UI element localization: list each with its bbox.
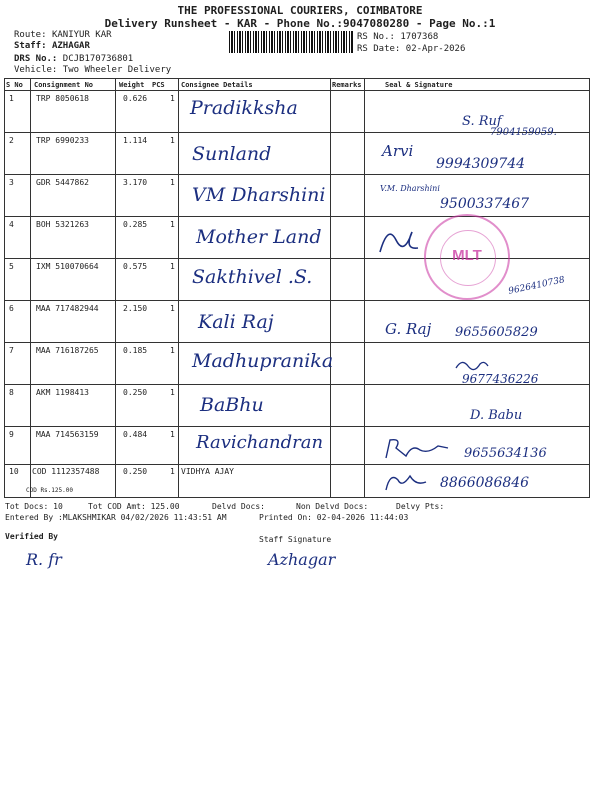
row-sno: 9 — [9, 430, 14, 439]
row-seal-signature: Arvi — [382, 142, 414, 160]
signature-scribble — [454, 356, 490, 372]
row-consignment: GDR 5447862 — [36, 178, 89, 187]
col-header-seal: Seal & Signature — [385, 81, 453, 89]
row-consignment: MAA 716187265 — [36, 346, 99, 355]
row-seal-signature: D. Babu — [470, 408, 523, 423]
rs-date-value: 02-Apr-2026 — [405, 44, 466, 54]
signature-scribble — [374, 222, 424, 258]
row-divider — [4, 426, 590, 427]
row-consignee-handwritten: Sakthivel .S. — [192, 266, 313, 288]
row-consignee-handwritten: Pradikksha — [190, 97, 298, 119]
row-seal-signature: G. Raj — [385, 320, 432, 338]
row-pcs: 1 — [170, 178, 175, 187]
row-sno: 4 — [9, 220, 14, 229]
table-header-border — [4, 90, 590, 91]
table-top-border — [4, 78, 590, 79]
drs-label: DRS No.: — [14, 54, 58, 64]
row-weight: 0.250 — [123, 388, 148, 397]
delivered-docs: Delvd Docs: — [212, 502, 265, 511]
row-weight: 0.626 — [123, 94, 148, 103]
row-divider — [4, 342, 590, 343]
row-pcs: 1 — [170, 467, 175, 476]
row-consignment: COD 1112357488 — [32, 467, 100, 476]
route-value: KANIYUR KAR — [51, 30, 112, 40]
col-header-consignee: Consignee Details — [181, 81, 253, 89]
col-header-remarks: Remarks — [332, 81, 362, 89]
vehicle-label: Vehicle: — [14, 65, 58, 75]
row-pcs: 1 — [170, 388, 175, 397]
row-phone: 9500337467 — [440, 196, 530, 212]
row-phone: 9677436226 — [462, 372, 539, 386]
verified-by-signature: R. fr — [26, 550, 62, 569]
row-consignee-handwritten: Kali Raj — [198, 311, 274, 333]
row-divider — [4, 216, 590, 217]
row-consignee-handwritten: Madhupranika — [192, 350, 334, 372]
row-weight: 0.250 — [123, 467, 148, 476]
row-sno: 1 — [9, 94, 14, 103]
seal-stamp — [424, 214, 510, 300]
total-cod-amount: Tot COD Amt: 125.00 — [88, 502, 180, 511]
row-pcs: 1 — [170, 430, 175, 439]
cod-note: COD Rs.125.00 — [26, 487, 73, 494]
signature-scribble — [382, 470, 432, 494]
row-consignee-handwritten: VM Dharshini — [192, 184, 326, 206]
row-seal-signature: V.M. Dharshini — [380, 184, 440, 193]
row-consignment: AKM 1198413 — [36, 388, 89, 397]
col-divider — [30, 78, 31, 497]
row-consignee-handwritten: BaBhu — [200, 394, 264, 416]
col-divider — [589, 78, 590, 497]
row-phone: 9655634136 — [464, 446, 547, 461]
row-phone: 9994309744 — [436, 156, 526, 172]
route-label: Route: — [14, 30, 47, 40]
printed-on: Printed On: 02-04-2026 11:44:03 — [259, 513, 409, 522]
row-sno: 3 — [9, 178, 14, 187]
staff-signature: Azhagar — [268, 550, 336, 569]
signature-scribble — [382, 436, 452, 462]
staff-signature-label: Staff Signature — [259, 535, 332, 544]
col-divider — [4, 78, 5, 497]
row-weight: 0.484 — [123, 430, 148, 439]
row-phone: 8866086846 — [440, 475, 530, 491]
col-divider — [178, 78, 179, 497]
row-phone: 7904159059. — [490, 127, 557, 138]
col-header-pcs: PCS — [152, 81, 165, 89]
row-pcs: 1 — [170, 94, 175, 103]
row-consignment: MAA 714563159 — [36, 430, 99, 439]
row-pcs: 1 — [170, 262, 175, 271]
staff-label: Staff: — [14, 41, 47, 51]
row-weight: 2.150 — [123, 304, 148, 313]
runsheet-title: Delivery Runsheet - KAR - Phone No.:9047080280 - Page No.:1 — [104, 17, 496, 30]
row-consignment: MAA 717482944 — [36, 304, 99, 313]
row-sno: 2 — [9, 136, 14, 145]
row-sno: 6 — [9, 304, 14, 313]
rs-no-value: 1707368 — [400, 32, 439, 42]
col-divider — [115, 78, 116, 497]
verified-by-label: Verified By — [5, 532, 58, 541]
row-consignment: IXM 510070664 — [36, 262, 99, 271]
row-consignee-handwritten: Sunland — [192, 143, 272, 165]
rs-date-label: RS Date: — [357, 44, 401, 54]
row-consignee-handwritten: Ravichandran — [196, 432, 324, 453]
row-pcs: 1 — [170, 220, 175, 229]
col-header-consignment: Consignment No — [34, 81, 94, 89]
row-weight: 3.170 — [123, 178, 148, 187]
col-header-sno: S No — [6, 81, 23, 89]
row-consignment: TRP 8050618 — [36, 94, 89, 103]
non-delivered-docs: Non Delvd Docs: — [296, 502, 369, 511]
row-divider — [4, 464, 590, 465]
drs-value: DCJB170736801 — [62, 54, 134, 64]
company-title: THE PROFESSIONAL COURIERS, COIMBATORE — [177, 4, 423, 17]
row-weight: 0.285 — [123, 220, 148, 229]
row-consignment: BOH 5321263 — [36, 220, 89, 229]
col-divider — [364, 78, 365, 497]
row-consignee-handwritten: Mother Land — [196, 226, 322, 248]
col-header-weight: Weight — [119, 81, 145, 89]
row-divider — [4, 174, 590, 175]
row-pcs: 1 — [170, 346, 175, 355]
row-seal-signature: S. Ruf — [462, 114, 502, 129]
row-sno: 5 — [9, 262, 14, 271]
total-docs: Tot Docs: 10 — [5, 502, 63, 511]
delivery-points: Delvy Pts: — [396, 502, 445, 511]
row-weight: 0.185 — [123, 346, 148, 355]
row-weight: 0.575 — [123, 262, 148, 271]
vehicle-value: Two Wheeler Delivery — [62, 65, 172, 75]
row-consignment: TRP 6990233 — [36, 136, 89, 145]
row-pcs: 1 — [170, 304, 175, 313]
row-consignee: VIDHYA AJAY — [181, 467, 234, 476]
table-bottom-border — [4, 497, 590, 498]
row-divider — [4, 300, 590, 301]
entered-by: Entered By :MLAKSHMIKAR 04/02/2026 11:43:51 AM — [5, 513, 227, 522]
row-sno: 8 — [9, 388, 14, 397]
row-sno: 10 — [9, 467, 19, 476]
row-weight: 1.114 — [123, 136, 148, 145]
staff-value: AZHAGAR — [51, 41, 90, 51]
row-phone: 9626410738 — [507, 275, 566, 297]
row-pcs: 1 — [170, 136, 175, 145]
col-divider — [330, 78, 331, 497]
seal-stamp-text: MLT — [452, 247, 482, 264]
row-sno: 7 — [9, 346, 14, 355]
rs-no-label: RS No.: — [357, 32, 395, 42]
row-phone: 9655605829 — [455, 325, 538, 340]
